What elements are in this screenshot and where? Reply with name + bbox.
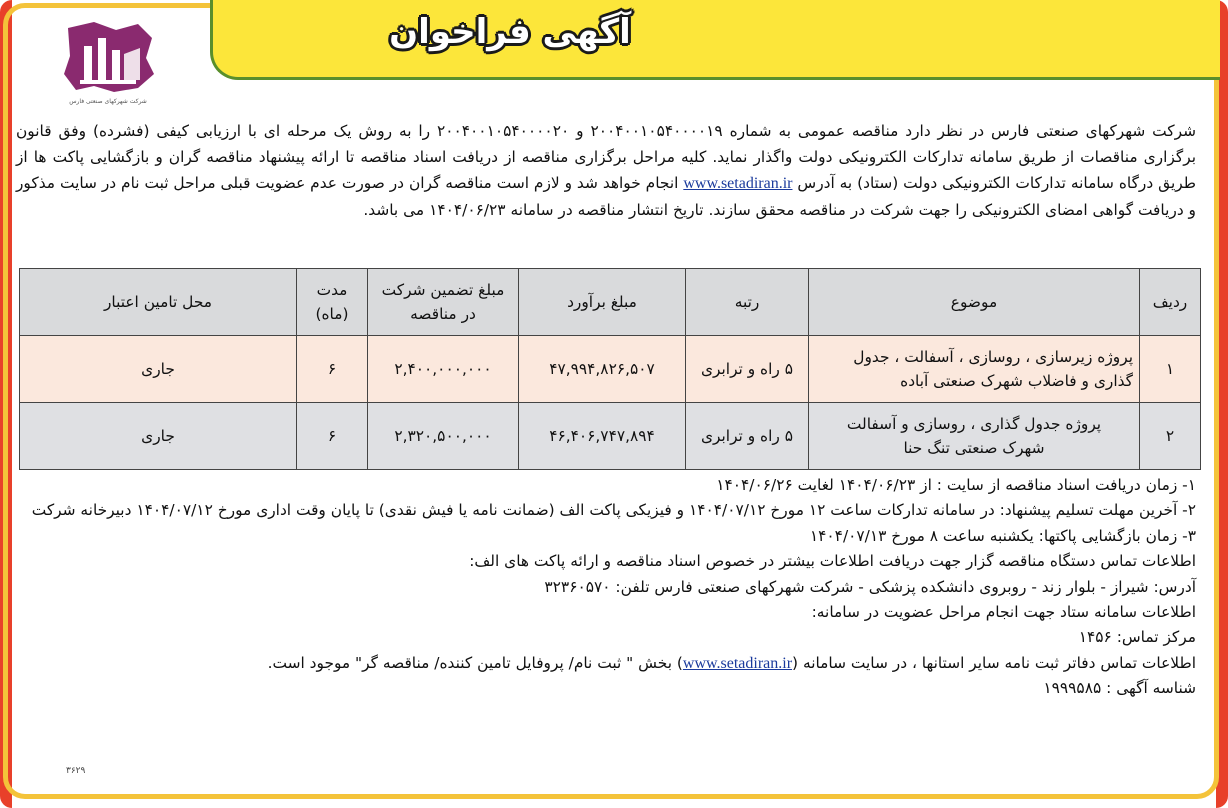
intro-text-part2: انجام خواهد شد و لازم است مناقصه گران در صورت عدم عضویت قبلی مراحل ثبت نام در سایت مذکور و دریافت گواهی امضای الکترونیکی را جهت شرکت در مناقصه محقق سازند. تاریخ انتشار مناقصه در سامانه ۱۴۰۴/۰۶/۲۳ می باشد.	[16, 174, 1196, 219]
setad-link[interactable]: www.setadiran.ir	[683, 175, 793, 192]
page-title: آگهی فراخوان	[389, 12, 631, 52]
offices-setad-link[interactable]: www.setadiran.ir	[682, 654, 793, 672]
cell-funding: جاری	[20, 403, 297, 470]
note-submission-deadline: ۲- آخرین مهلت تسلیم پیشنهاد: در سامانه تدارکات ساعت ۱۲ مورخ ۱۴۰۴/۰۷/۱۲ و فیزیکی پاکت الف (ضمانت نامه یا فیش نقدی) تا پایان وقت اداری مورخ ۱۴۰۴/۰۷/۱۲ دبیرخانه شرکت	[31, 501, 1196, 520]
cell-subject-line1: پروژه جدول گذاری ، روسازی و آسفالت	[846, 415, 1102, 433]
cell-duration: ۶	[297, 336, 368, 403]
cell-guarantee: ۲,۳۲۰,۵۰۰,۰۰۰	[368, 403, 519, 470]
cell-subject-line2: شهرک صنعتی تنگ حنا	[903, 439, 1045, 457]
note-document-period: ۱- زمان دریافت اسناد مناقصه از سایت : از ۱۴۰۴/۰۶/۲۳ لغایت ۱۴۰۴/۰۶/۲۶	[716, 476, 1196, 494]
cell-subject	[809, 336, 1140, 403]
logo-caption: شرکت شهرکهای صنعتی فارس	[69, 98, 147, 105]
col-guarantee-line1: مبلغ تضمین شرکت	[381, 281, 505, 299]
col-duration-line1: مدت	[316, 281, 348, 299]
cell-grade: ۵ راه و ترابری	[686, 403, 809, 470]
col-grade: رتبه	[686, 269, 809, 336]
table-row	[20, 403, 1201, 470]
contact-address: آدرس: شیراز - بلوار زند - روبروی دانشکده پزشکی - شرکت شهرکهای صنعتی فارس تلفن: ۳۲۳۶۰۵۷۰	[544, 577, 1196, 596]
notes-section	[16, 473, 1196, 702]
table-header-row	[20, 269, 1201, 336]
offices-text-part1: اطلاعات تماس دفاتر ثبت نامه سایر استانها ، در سایت سامانه (	[792, 653, 1196, 672]
ad-id: شناسه آگهی : ۱۹۹۹۵۸۵	[1043, 679, 1196, 698]
footer-code: ۳۶۲۹	[66, 766, 86, 776]
offices-text-part2: ) بخش " ثبت نام/ پروفایل تامین کننده/ مناقصه گر" موجود است.	[267, 653, 683, 672]
cell-estimate: ۴۷,۹۹۴,۸۲۶,۵۰۷	[519, 336, 686, 403]
cell-funding: جاری	[20, 336, 297, 403]
col-estimate: مبلغ برآورد	[519, 269, 686, 336]
intro-text-part1: شرکت شهرکهای صنعتی فارس در نظر دارد مناقصه عمومی به شماره ۲۰۰۴۰۰۱۰۵۴۰۰۰۰۱۹ و ۲۰۰۴۰۰۱۰۵۴۰۰۰۰۲۰ را به روش یک مرحله ای با ارزیابی کیفی (فشرده) وفق قانون برگزاری مناقصات از طریق سامانه تدارکات الکترونیکی دولت واگذار نماید. کلیه مراحل برگزاری مناقصه از دریافت اسناد مناقصه تا ارائه پیشنهاد مناقصه گران و بازگشایی پاکت ها از طریق درگاه سامانه تدارکات الکترونیکی دولت (ستاد) به آدرس	[16, 122, 1197, 192]
intro-paragraph	[16, 118, 1196, 223]
cell-row: ۱	[1140, 336, 1201, 403]
company-logo-icon	[54, 18, 164, 110]
note-opening-time: ۳- زمان بازگشایی پاکتها: یکشنبه ساعت ۸ مورخ ۱۴۰۴/۰۷/۱۳	[809, 526, 1196, 545]
cell-duration: ۶	[297, 403, 368, 470]
cell-row: ۲	[1140, 403, 1201, 470]
col-row: ردیف	[1140, 269, 1201, 336]
col-funding: محل تامین اعتبار	[20, 269, 297, 336]
offices-info	[16, 651, 1196, 676]
tenders-table	[19, 268, 1201, 470]
col-guarantee	[368, 269, 519, 336]
setad-info-title: اطلاعات سامانه ستاد جهت انجام مراحل عضویت در سامانه:	[811, 603, 1196, 622]
contact-title: اطلاعات تماس دستگاه مناقصه گزار جهت دریافت اطلاعات بیشتر در خصوص اسناد مناقصه و ارائه پاکت های الف:	[469, 552, 1196, 571]
call-center: مرکز تماس: ۱۴۵۶	[1078, 628, 1196, 647]
cell-subject-line2: گذاری و فاضلاب شهرک صنعتی آباده	[900, 372, 1133, 390]
cell-subject-line1: پروژه زیرسازی ، روسازی ، آسفالت ، جدول	[853, 348, 1133, 366]
table-row	[20, 336, 1201, 403]
cell-estimate: ۴۶,۴۰۶,۷۴۷,۸۹۴	[519, 403, 686, 470]
cell-guarantee: ۲,۴۰۰,۰۰۰,۰۰۰	[368, 336, 519, 403]
col-guarantee-line2: در مناقصه	[410, 305, 476, 323]
cell-subject	[809, 403, 1140, 470]
col-subject: موضوع	[809, 269, 1140, 336]
col-duration-line2: (ماه)	[315, 305, 349, 323]
cell-grade: ۵ راه و ترابری	[686, 336, 809, 403]
col-duration	[297, 269, 368, 336]
